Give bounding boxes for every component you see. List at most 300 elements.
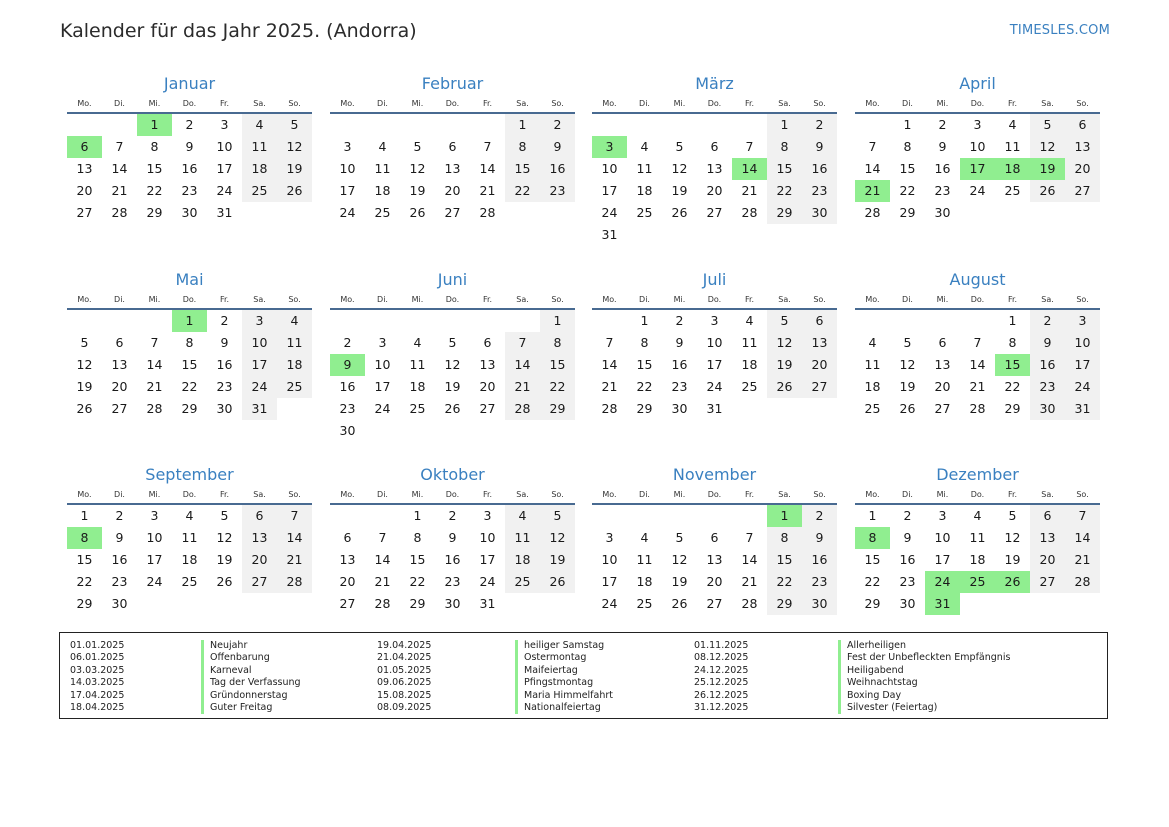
legend-date: 03.03.2025 xyxy=(70,664,125,676)
legend-holiday-name: Silvester (Feiertag) xyxy=(838,702,1010,714)
day-cell: 9 xyxy=(115,530,124,545)
day-cell: 7 xyxy=(868,139,877,154)
weekday-label: Di. xyxy=(902,99,913,108)
month-name: Dezember xyxy=(936,465,1019,484)
day-cell: 5 xyxy=(767,310,802,332)
weekday-label: So. xyxy=(288,99,301,108)
day-cell: 18 xyxy=(409,379,426,394)
day-cell: 4 xyxy=(745,313,754,328)
empty-cell xyxy=(995,202,1030,224)
day-cell: 6 xyxy=(448,139,457,154)
month-4 xyxy=(855,73,1100,224)
empty-cell xyxy=(662,114,697,136)
day-cell: 5 xyxy=(675,530,684,545)
day-cell: 21 xyxy=(1065,549,1100,571)
day-cell: 5 xyxy=(1030,114,1065,136)
day-cell: 11 xyxy=(242,136,277,158)
day-cell: 2 xyxy=(185,117,194,132)
day-cell: 29 xyxy=(76,596,93,611)
empty-cell xyxy=(890,310,925,332)
day-cell: 12 xyxy=(767,332,802,354)
legend-date: 01.11.2025 xyxy=(694,640,749,651)
weekday-label: Fr. xyxy=(482,99,493,108)
day-cell: 30 xyxy=(444,596,461,611)
day-cell: 12 xyxy=(540,527,575,549)
week-row xyxy=(592,398,837,420)
legend-names-column xyxy=(838,640,1010,714)
week-row xyxy=(855,332,1100,354)
day-cell: 30 xyxy=(181,205,198,220)
day-cell: 23 xyxy=(216,379,233,394)
day-cell: 20 xyxy=(1065,158,1100,180)
weekday-label: So. xyxy=(813,490,826,499)
week-row xyxy=(330,202,575,224)
day-cell: 12 xyxy=(1030,136,1065,158)
week-row xyxy=(592,202,837,224)
legend-date: 31.12.2025 xyxy=(694,701,749,713)
empty-cell xyxy=(802,398,837,420)
day-cell: 7 xyxy=(505,332,540,354)
day-cell: 18 xyxy=(969,552,986,567)
empty-cell xyxy=(102,114,137,136)
empty-cell xyxy=(505,593,540,615)
month-name: Juli xyxy=(702,270,727,289)
day-cell: 9 xyxy=(220,335,229,350)
month-8 xyxy=(855,269,1100,420)
week-row xyxy=(67,310,312,332)
weekday-label: Fr. xyxy=(1007,490,1018,499)
holiday-day-cell: 1 xyxy=(137,114,172,136)
day-cell: 18 xyxy=(242,158,277,180)
empty-cell xyxy=(592,310,627,332)
day-cell: 12 xyxy=(277,136,312,158)
day-cell: 29 xyxy=(540,398,575,420)
day-cell: 15 xyxy=(76,552,93,567)
weekday-label: Fr. xyxy=(1007,99,1018,108)
legend-names-column xyxy=(515,640,613,714)
day-cell: 21 xyxy=(111,183,128,198)
weekday-label: Mi. xyxy=(673,295,686,304)
day-cell: 7 xyxy=(483,139,492,154)
empty-cell xyxy=(855,310,890,332)
day-cell: 10 xyxy=(242,332,277,354)
day-cell: 14 xyxy=(741,552,758,567)
legend-holiday-name: Pfingstmontag xyxy=(515,677,613,689)
day-cell: 22 xyxy=(899,183,916,198)
weekday-header xyxy=(67,292,312,310)
day-cell: 24 xyxy=(1065,376,1100,398)
day-cell: 9 xyxy=(938,139,947,154)
day-cell: 25 xyxy=(505,571,540,593)
week-row xyxy=(330,398,575,420)
day-cell: 12 xyxy=(216,530,233,545)
day-cell: 8 xyxy=(903,139,912,154)
legend-date: 06.01.2025 xyxy=(70,652,125,664)
weekday-header xyxy=(855,292,1100,310)
empty-cell xyxy=(627,114,662,136)
weekday-label: So. xyxy=(1076,295,1089,304)
day-cell: 23 xyxy=(444,574,461,589)
day-cell: 19 xyxy=(1004,552,1021,567)
empty-cell xyxy=(1065,202,1100,224)
week-row xyxy=(330,114,575,136)
holiday-day-cell: 25 xyxy=(960,571,995,593)
holiday-legend xyxy=(59,632,1108,719)
month-name: November xyxy=(672,465,757,484)
legend-date: 08.12.2025 xyxy=(694,652,749,664)
day-cell: 29 xyxy=(899,205,916,220)
day-cell: 24 xyxy=(339,205,356,220)
day-cell: 26 xyxy=(277,180,312,202)
weekday-label: Do. xyxy=(707,295,722,304)
day-cell: 21 xyxy=(741,574,758,589)
day-cell: 22 xyxy=(540,376,575,398)
empty-cell xyxy=(365,114,400,136)
week-row xyxy=(67,571,312,593)
weekday-label: Do. xyxy=(970,295,985,304)
legend-date: 24.12.2025 xyxy=(694,664,749,676)
legend-dates-column xyxy=(377,640,431,714)
day-cell: 11 xyxy=(505,527,540,549)
weekday-label: Sa. xyxy=(1041,295,1054,304)
day-cell: 7 xyxy=(378,530,387,545)
empty-cell xyxy=(277,398,312,420)
week-row xyxy=(855,114,1100,136)
legend-date: 25.12.2025 xyxy=(694,677,749,689)
day-cell: 22 xyxy=(76,574,93,589)
week-row xyxy=(855,527,1100,549)
day-cell: 30 xyxy=(1030,398,1065,420)
month-12 xyxy=(855,464,1100,615)
day-cell: 15 xyxy=(636,357,653,372)
week-row xyxy=(855,571,1100,593)
weekday-label: Di. xyxy=(114,490,125,499)
brand-link[interactable]: TIMESLES.COM xyxy=(1009,23,1110,38)
day-cell: 8 xyxy=(185,335,194,350)
legend-holiday-name: Heiligabend xyxy=(838,665,1010,677)
empty-cell xyxy=(1030,202,1065,224)
week-row xyxy=(592,158,837,180)
day-cell: 21 xyxy=(479,183,496,198)
day-cell: 28 xyxy=(741,596,758,611)
holiday-day-cell: 15 xyxy=(995,354,1030,376)
empty-cell xyxy=(67,114,102,136)
weekday-label: Mi. xyxy=(148,490,161,499)
empty-cell xyxy=(435,114,470,136)
empty-cell xyxy=(627,505,662,527)
day-cell: 28 xyxy=(1065,571,1100,593)
day-cell: 20 xyxy=(111,379,128,394)
week-row xyxy=(330,136,575,158)
week-row xyxy=(855,505,1100,527)
day-cell: 23 xyxy=(1030,376,1065,398)
empty-cell xyxy=(662,224,697,246)
day-cell: 7 xyxy=(1065,505,1100,527)
day-cell: 24 xyxy=(969,183,986,198)
day-cell: 7 xyxy=(605,335,614,350)
day-cell: 10 xyxy=(339,161,356,176)
day-cell: 14 xyxy=(479,161,496,176)
day-cell: 23 xyxy=(899,574,916,589)
holiday-day-cell: 17 xyxy=(960,158,995,180)
day-cell: 3 xyxy=(605,530,614,545)
day-cell: 1 xyxy=(868,508,877,523)
legend-holiday-name: Gründonnerstag xyxy=(201,690,301,702)
day-cell: 22 xyxy=(767,180,802,202)
day-cell: 30 xyxy=(339,423,356,438)
legend-holiday-name: Maifeiertag xyxy=(515,665,613,677)
day-cell: 10 xyxy=(216,139,233,154)
empty-cell xyxy=(592,114,627,136)
empty-cell xyxy=(732,224,767,246)
weekday-label: Do. xyxy=(445,490,460,499)
day-cell: 4 xyxy=(413,335,422,350)
day-cell: 19 xyxy=(409,183,426,198)
empty-cell xyxy=(505,420,540,442)
empty-cell xyxy=(732,398,767,420)
day-cell: 6 xyxy=(802,310,837,332)
day-cell: 4 xyxy=(277,310,312,332)
day-cell: 13 xyxy=(111,357,128,372)
empty-cell xyxy=(102,310,137,332)
day-cell: 10 xyxy=(706,335,723,350)
day-cell: 12 xyxy=(444,357,461,372)
empty-cell xyxy=(505,202,540,224)
day-cell: 21 xyxy=(146,379,163,394)
day-cell: 20 xyxy=(479,379,496,394)
day-cell: 25 xyxy=(409,401,426,416)
day-cell: 16 xyxy=(181,161,198,176)
week-row xyxy=(330,593,575,615)
weekday-header xyxy=(330,96,575,114)
day-cell: 12 xyxy=(899,357,916,372)
day-cell: 15 xyxy=(767,158,802,180)
weekday-label: Do. xyxy=(707,99,722,108)
month-5 xyxy=(67,269,312,420)
legend-date: 01.05.2025 xyxy=(377,664,432,676)
day-cell: 2 xyxy=(448,508,457,523)
holiday-day-cell: 3 xyxy=(592,136,627,158)
weekday-header xyxy=(330,487,575,505)
day-cell: 14 xyxy=(601,357,618,372)
weekday-label: Fr. xyxy=(744,99,755,108)
day-cell: 17 xyxy=(934,552,951,567)
day-cell: 15 xyxy=(146,161,163,176)
day-cell: 1 xyxy=(80,508,89,523)
day-cell: 18 xyxy=(741,357,758,372)
legend-holiday-name: Fest der Unbefleckten Empfängnis xyxy=(838,652,1010,664)
day-cell: 29 xyxy=(767,593,802,615)
day-cell: 24 xyxy=(601,205,618,220)
empty-cell xyxy=(400,310,435,332)
day-cell: 17 xyxy=(706,357,723,372)
empty-cell xyxy=(365,310,400,332)
weekday-label: Mo. xyxy=(340,295,355,304)
day-cell: 18 xyxy=(277,354,312,376)
weekday-label: Di. xyxy=(377,99,388,108)
week-row xyxy=(330,354,575,376)
day-cell: 22 xyxy=(767,571,802,593)
day-cell: 1 xyxy=(1008,313,1017,328)
day-cell: 17 xyxy=(374,379,391,394)
weekday-label: Do. xyxy=(182,490,197,499)
day-cell: 8 xyxy=(640,335,649,350)
week-row xyxy=(592,114,837,136)
day-cell: 27 xyxy=(1065,180,1100,202)
day-cell: 8 xyxy=(767,527,802,549)
holiday-day-cell: 26 xyxy=(995,571,1030,593)
day-cell: 24 xyxy=(216,183,233,198)
week-row xyxy=(67,398,312,420)
day-cell: 8 xyxy=(540,332,575,354)
day-cell: 23 xyxy=(934,183,951,198)
empty-cell xyxy=(925,310,960,332)
day-cell: 6 xyxy=(343,530,352,545)
day-cell: 3 xyxy=(710,313,719,328)
weekday-label: Do. xyxy=(445,295,460,304)
weekday-label: So. xyxy=(551,99,564,108)
day-cell: 25 xyxy=(374,205,391,220)
day-cell: 11 xyxy=(741,335,758,350)
empty-cell xyxy=(960,593,995,615)
empty-cell xyxy=(277,202,312,224)
day-cell: 27 xyxy=(242,571,277,593)
empty-cell xyxy=(67,310,102,332)
legend-names-column xyxy=(201,640,301,714)
day-cell: 9 xyxy=(675,335,684,350)
week-row xyxy=(855,180,1100,202)
legend-date: 15.08.2025 xyxy=(377,689,432,701)
day-cell: 9 xyxy=(802,527,837,549)
day-cell: 18 xyxy=(636,574,653,589)
weekday-header xyxy=(592,96,837,114)
day-cell: 28 xyxy=(146,401,163,416)
weekday-label: Mo. xyxy=(340,99,355,108)
day-cell: 10 xyxy=(969,139,986,154)
weekday-label: Di. xyxy=(114,99,125,108)
month-3 xyxy=(592,73,837,246)
weekday-label: Do. xyxy=(970,490,985,499)
empty-cell xyxy=(732,505,767,527)
day-cell: 31 xyxy=(601,227,618,242)
week-row xyxy=(67,114,312,136)
day-cell: 1 xyxy=(540,310,575,332)
day-cell: 4 xyxy=(640,530,649,545)
week-row xyxy=(592,527,837,549)
day-cell: 14 xyxy=(969,357,986,372)
day-cell: 9 xyxy=(185,139,194,154)
week-row xyxy=(855,354,1100,376)
weekday-label: Mi. xyxy=(936,295,949,304)
day-cell: 11 xyxy=(374,161,391,176)
day-cell: 14 xyxy=(111,161,128,176)
day-cell: 24 xyxy=(601,596,618,611)
empty-cell xyxy=(470,310,505,332)
day-cell: 21 xyxy=(601,379,618,394)
day-cell: 4 xyxy=(973,508,982,523)
month-1 xyxy=(67,73,312,224)
empty-cell xyxy=(330,114,365,136)
weekday-label: Mo. xyxy=(602,295,617,304)
weekday-label: Mi. xyxy=(411,490,424,499)
day-cell: 13 xyxy=(706,161,723,176)
weekday-label: Di. xyxy=(902,490,913,499)
week-row xyxy=(67,593,312,615)
day-cell: 23 xyxy=(802,180,837,202)
legend-holiday-name: Neujahr xyxy=(201,640,301,652)
day-cell: 20 xyxy=(76,183,93,198)
day-cell: 24 xyxy=(706,379,723,394)
week-row xyxy=(67,376,312,398)
week-row xyxy=(855,136,1100,158)
day-cell: 14 xyxy=(277,527,312,549)
day-cell: 19 xyxy=(540,549,575,571)
week-row xyxy=(592,593,837,615)
day-cell: 4 xyxy=(1008,117,1017,132)
empty-cell xyxy=(1065,593,1100,615)
weekday-label: Sa. xyxy=(778,295,791,304)
day-cell: 31 xyxy=(216,205,233,220)
weekday-label: Mo. xyxy=(865,295,880,304)
weekday-label: So. xyxy=(288,490,301,499)
weekday-header xyxy=(855,487,1100,505)
day-cell: 5 xyxy=(220,508,229,523)
month-name: April xyxy=(959,74,996,93)
holiday-day-cell: 14 xyxy=(732,158,767,180)
month-name: Mai xyxy=(175,270,204,289)
day-cell: 5 xyxy=(448,335,457,350)
week-row xyxy=(67,136,312,158)
week-row xyxy=(67,527,312,549)
day-cell: 28 xyxy=(601,401,618,416)
day-cell: 8 xyxy=(150,139,159,154)
day-cell: 11 xyxy=(969,530,986,545)
empty-cell xyxy=(592,505,627,527)
legend-holiday-name: Allerheiligen xyxy=(838,640,1010,652)
day-cell: 26 xyxy=(76,401,93,416)
day-cell: 29 xyxy=(864,596,881,611)
day-cell: 2 xyxy=(802,505,837,527)
empty-cell xyxy=(732,114,767,136)
legend-date: 09.06.2025 xyxy=(377,677,432,689)
holiday-day-cell: 18 xyxy=(995,158,1030,180)
legend-date: 17.04.2025 xyxy=(70,689,125,701)
day-cell: 29 xyxy=(1004,401,1021,416)
holiday-day-cell: 31 xyxy=(925,593,960,615)
day-cell: 31 xyxy=(242,398,277,420)
empty-cell xyxy=(172,593,207,615)
weekday-label: Mo. xyxy=(77,295,92,304)
day-cell: 11 xyxy=(277,332,312,354)
month-name: September xyxy=(145,465,234,484)
day-cell: 11 xyxy=(864,357,881,372)
day-cell: 31 xyxy=(1065,398,1100,420)
day-cell: 20 xyxy=(802,354,837,376)
day-cell: 23 xyxy=(181,183,198,198)
day-cell: 14 xyxy=(374,552,391,567)
weekday-label: Sa. xyxy=(253,490,266,499)
day-cell: 26 xyxy=(671,596,688,611)
day-cell: 29 xyxy=(146,205,163,220)
empty-cell xyxy=(697,114,732,136)
day-cell: 20 xyxy=(242,549,277,571)
day-cell: 24 xyxy=(242,376,277,398)
day-cell: 27 xyxy=(339,596,356,611)
day-cell: 2 xyxy=(220,313,229,328)
day-cell: 13 xyxy=(444,161,461,176)
day-cell: 17 xyxy=(146,552,163,567)
day-cell: 23 xyxy=(339,401,356,416)
